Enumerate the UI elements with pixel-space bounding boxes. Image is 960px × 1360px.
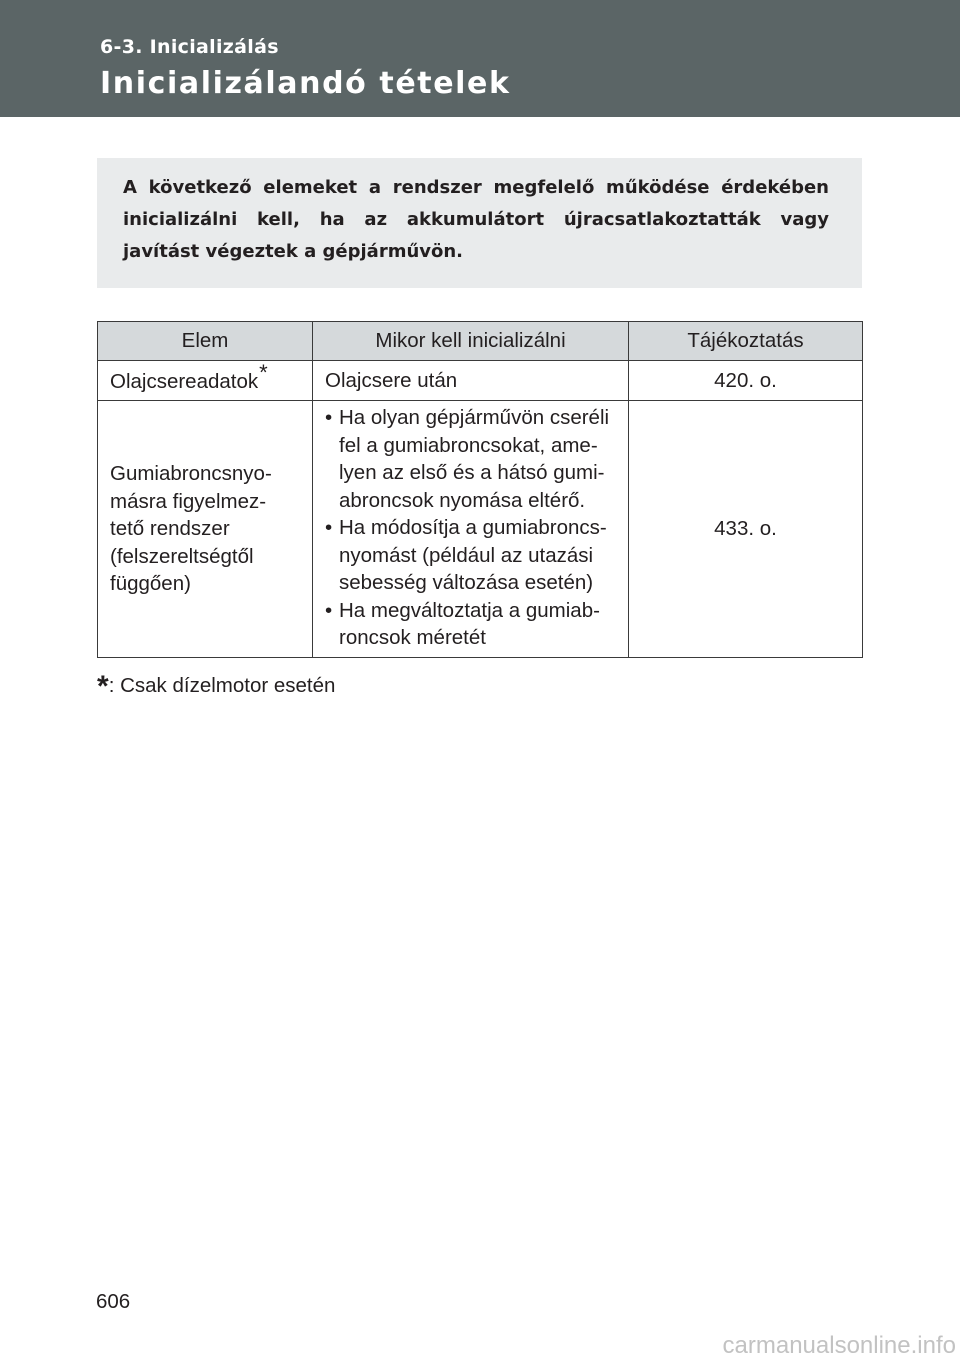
chapter-header — [0, 0, 960, 117]
bullet-icon: • — [325, 516, 333, 539]
table-cell-when: Olajcsere után — [313, 361, 629, 401]
elem-label: Olajcsereadatok — [110, 369, 259, 393]
table-cell-info: 420. o. — [629, 361, 863, 401]
column-header-info: Tájékoztatás — [629, 322, 863, 361]
table-row — [98, 361, 863, 401]
condition-line: nyomást (például az utazási — [339, 543, 594, 567]
page-number: 606 — [96, 1290, 131, 1313]
condition-line: roncsok méretét — [339, 626, 486, 649]
elem-line: függően) — [110, 572, 191, 595]
condition-line: Ha módosítja a gumiabroncs- — [339, 516, 607, 539]
condition-line: lyen az első és a hátsó gumi- — [339, 461, 605, 484]
elem-line: (felszereltségtől — [110, 544, 254, 568]
bullet-icon: • — [325, 406, 333, 429]
table-cell-elem — [98, 361, 313, 401]
condition-line: abroncsok nyomása eltérő. — [339, 488, 586, 512]
elem-line: Gumiabroncsnyo- — [110, 462, 272, 485]
elem-line: másra figyelmez- — [110, 489, 267, 513]
table-header-row — [98, 322, 863, 361]
condition-list — [325, 401, 616, 657]
footnote — [97, 666, 336, 703]
elem-line: tető rendszer — [110, 517, 230, 540]
condition-line: Ha olyan gépjárművön cseréli — [339, 406, 610, 429]
footnote-text: : Csak dízelmotor esetén — [108, 674, 336, 697]
column-header-when: Mikor kell inicializálni — [313, 322, 629, 361]
column-header-elem: Elem — [98, 322, 313, 361]
condition-item — [325, 597, 616, 652]
footnote-marker: * — [259, 359, 268, 385]
watermark: carmanualsonline.info — [722, 1332, 956, 1359]
intro-box — [97, 158, 862, 288]
table-cell-info: 433. o. — [629, 401, 863, 658]
table-cell-elem — [98, 401, 313, 658]
initialization-table — [97, 321, 863, 658]
condition-item — [325, 404, 616, 514]
condition-line: Ha megváltoztatja a gumiab- — [339, 598, 600, 622]
condition-line: fel a gumiabroncsokat, ame- — [339, 433, 598, 457]
condition-item — [325, 514, 616, 597]
table-row — [98, 401, 863, 658]
intro-text: A következő elemeket a rendszer megfelelő működése érdekében inicializálni kell, ha az akkumulátort újracsatlakoztatták vagy javítást végeztek a gépjárművön. — [123, 177, 829, 262]
bullet-icon: • — [325, 598, 333, 622]
section-label: 6-3. Inicializálás — [100, 36, 279, 58]
footnote-marker: * — [97, 670, 109, 703]
condition-line: sebesség változása esetén) — [339, 571, 594, 594]
page-title: Inicializálandó tételek — [100, 66, 511, 101]
table-cell-when — [313, 401, 629, 658]
